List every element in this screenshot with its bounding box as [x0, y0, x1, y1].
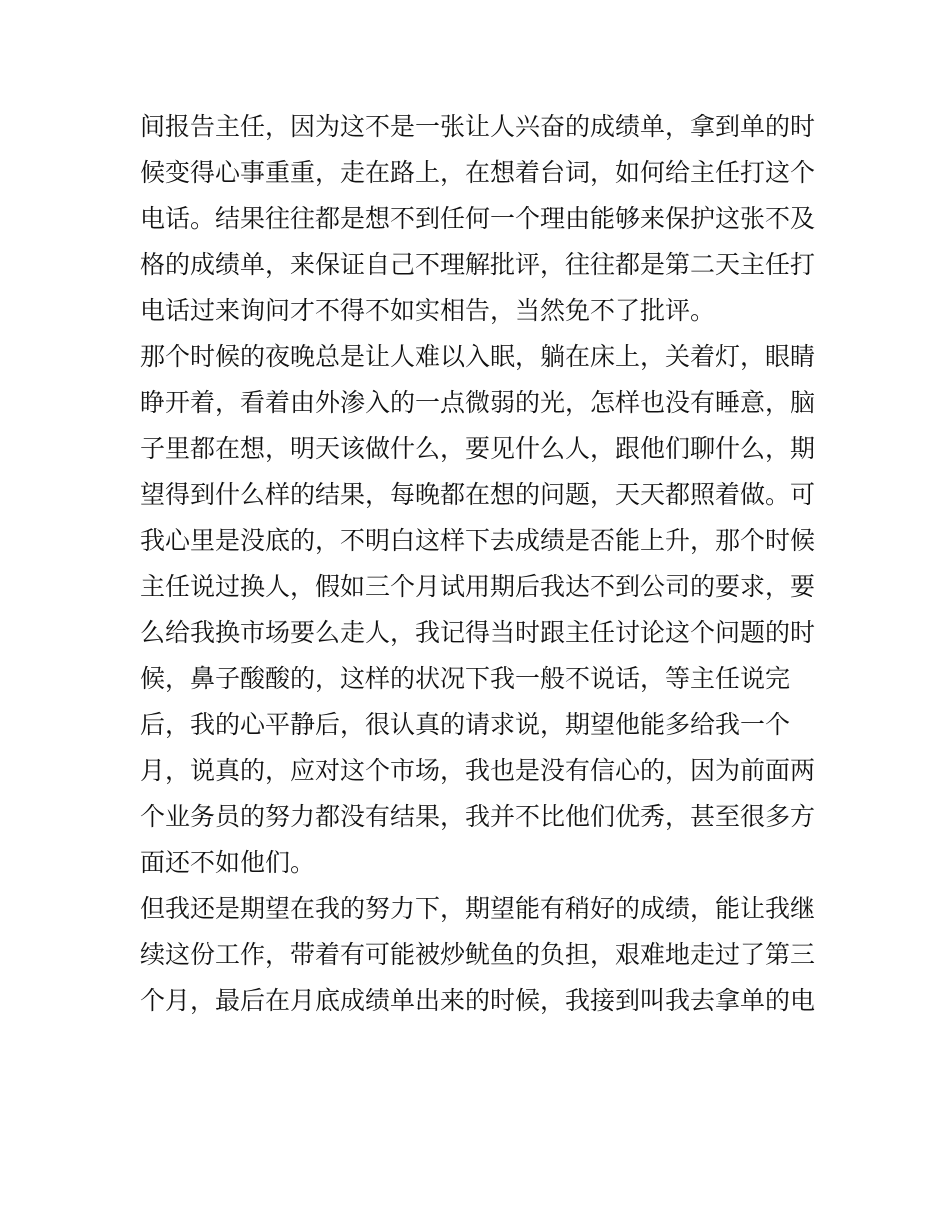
text-line: 电话过来询问才不得不如实相告，当然免不了批评。	[140, 296, 716, 325]
document-body	[140, 104, 820, 1024]
text-line: 望得到什么样的结果，每晚都在想的问题，天天都照着做。可	[140, 480, 816, 509]
text-line: 月，说真的，应对这个市场，我也是没有信心的，因为前面两	[140, 756, 816, 785]
text-line: 我心里是没底的，不明白这样下去成绩是否能上升，那个时候	[140, 526, 816, 555]
text-line: 续这份工作，带着有可能被炒鱿鱼的负担，艰难地走过了第三	[140, 940, 816, 969]
text-line: 但我还是期望在我的努力下，期望能有稍好的成绩，能让我继	[140, 894, 816, 923]
text-line: 后，我的心平静后，很认真的请求说，期望他能多给我一个	[140, 710, 791, 739]
text-line: 么给我换市场要么走人，我记得当时跟主任讨论这个问题的时	[140, 618, 816, 647]
text-line: 面还不如他们。	[140, 848, 316, 877]
text-line: 间报告主任，因为这不是一张让人兴奋的成绩单，拿到单的时	[140, 112, 816, 141]
text-line: 候，鼻子酸酸的，这样的状况下我一般不说话，等主任说完	[140, 664, 791, 693]
text-line: 格的成绩单，来保证自己不理解批评，往往都是第二天主任打	[140, 250, 816, 279]
text-line: 个月，最后在月底成绩单出来的时候，我接到叫我去拿单的电	[140, 986, 816, 1015]
text-line: 主任说过换人，假如三个月试用期后我达不到公司的要求，要	[140, 572, 816, 601]
text-line: 候变得心事重重，走在路上，在想着台词，如何给主任打这个	[140, 158, 816, 187]
text-line: 睁开着，看着由外渗入的一点微弱的光，怎样也没有睡意，脑	[140, 388, 816, 417]
text-line: 个业务员的努力都没有结果，我并不比他们优秀，甚至很多方	[140, 802, 816, 831]
text-line: 那个时候的夜晚总是让人难以入眠，躺在床上，关着灯，眼睛	[140, 342, 816, 371]
text-line: 电话。结果往往都是想不到任何一个理由能够来保护这张不及	[140, 204, 816, 233]
text-line: 子里都在想，明天该做什么，要见什么人，跟他们聊什么，期	[140, 434, 816, 463]
